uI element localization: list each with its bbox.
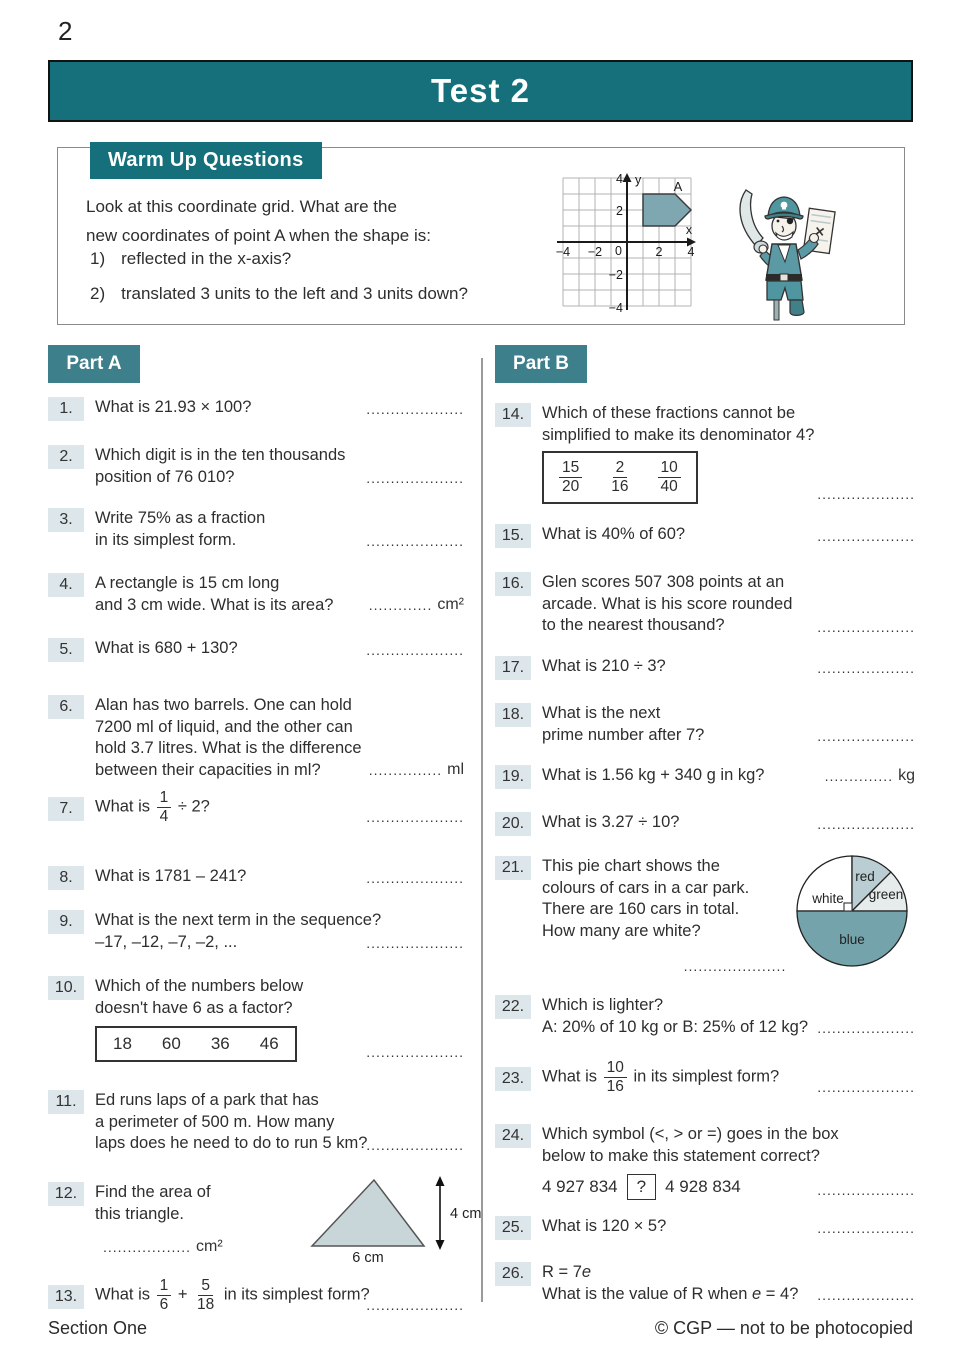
height-label: 4 cm [450,1206,482,1222]
slice-label: white [812,891,844,906]
question-text: What is 21.93 × 100? [95,398,252,416]
y-tick: −4 [608,301,623,315]
question-text: laps does he need to do to run 5 km? [95,1134,368,1152]
question-number: 9. [48,910,84,934]
footer-copyright: © CGP — not to be photocopied [654,1318,913,1338]
base-label: 6 cm [352,1250,384,1266]
y-tick: −2 [608,268,623,282]
question-number: 20. [495,812,531,836]
warmup-box [57,147,905,325]
column-divider [481,358,483,1302]
question-4 [48,573,464,616]
question-number: 18. [495,703,531,727]
question-19 [495,765,915,787]
test-title: Test 2 [431,72,530,109]
question-text: A: 20% of 10 kg or B: 25% of 12 kg? [542,1017,808,1036]
question-number: 14. [495,403,531,427]
answer-line: .................... [817,1020,915,1036]
question-text: hold 3.7 litres. What is the difference [95,739,362,757]
answer-line: .................... [817,659,915,676]
question-text: doesn't have 6 as a factor? [95,998,293,1017]
pirate-illustration [732,188,837,323]
answer-line: .............. kg [824,766,915,784]
answer-line: .................... [817,1181,915,1198]
question-text: What is the next term in the sequence? [95,911,382,929]
answer-line: .................... [817,618,915,635]
comparison-statement: 4 927 834 ? 4 928 834 [542,1174,915,1200]
question-text: this triangle. [95,1204,184,1223]
fraction: $\frac{5}{18}$ [197,1277,215,1313]
question-22 [495,995,915,1038]
question-18 [495,703,915,746]
warmup-item-1 [90,249,291,269]
question-number: 23. [495,1067,531,1091]
question-number: 13. [48,1285,84,1309]
answer-line: ..................... [683,958,787,974]
question-number: 15. [495,524,531,548]
question-text: –17, –12, –7, –2, ... [95,932,238,951]
question-text: What is $\frac{1}{4}$ ÷ 2? [95,789,210,825]
question-text: in its simplest form. [95,530,237,549]
triangle-figure-wrap [310,1174,486,1271]
y-tick: 4 [616,172,623,186]
question-6 [48,695,464,781]
answer-line: .................... [366,470,464,486]
question-text: What is 680 + 130? [95,639,238,657]
question-23 [495,1058,915,1097]
question-number: 6. [48,695,84,719]
question-number: 12. [48,1182,84,1206]
grid-arrow-shape [643,194,691,226]
point-a-label: A [673,179,683,194]
question-12 [48,1182,482,1266]
warmup-intro [86,192,431,250]
answer-line: ............... ml [368,761,464,778]
part-b-column [495,340,915,1322]
question-text: Which symbol (<, > or =) goes in the box [542,1125,839,1143]
question-text: R = 7e [542,1263,592,1281]
question-text: simplified to make its denominator 4? [542,425,815,444]
question-text: Ed runs laps of a park that has [95,1091,319,1109]
question-text: How many are white? [542,921,701,940]
warmup-item-text: translated 3 units to the left and 3 units down? [121,284,468,303]
x-tick: −4 [555,245,571,259]
question-number: 19. [495,765,531,789]
answer-line: .................... [366,1296,464,1313]
warmup-label: Warm Up Questions [90,142,322,179]
question-14 [495,403,915,504]
question-text: Alan has two barrels. One can hold [95,696,352,714]
question-text: Glen scores 507 308 points at an [542,573,785,591]
question-text: Find the area of [95,1183,211,1201]
fractions-box [542,451,698,504]
x-tick: −2 [587,245,603,259]
question-number: 22. [495,995,531,1019]
test-title-banner [48,60,913,122]
warmup-item-2 [90,284,468,304]
question-text: What is $\frac{1}{6}$ + $\frac{5}{18}$ in its simplest form? [95,1277,370,1313]
question-10 [48,976,464,1062]
question-text: What is the value of R when e = 4? [542,1284,799,1303]
answer-line: .................... [366,935,464,951]
answer-line: .................... [817,815,915,832]
part-a-badge: Part A [48,345,140,383]
question-24 [495,1124,915,1200]
answer-line: .................... [366,1136,464,1153]
question-26 [495,1262,915,1305]
question-number: 16. [495,572,531,596]
answer-line: .................... [817,728,915,744]
question-number: 11. [48,1090,84,1114]
warmup-intro-line: Look at this coordinate grid. What are the [86,197,397,216]
warmup-item-number: 2) [90,284,106,303]
question-text: below to make this statement correct? [542,1146,820,1165]
question-text: A rectangle is 15 cm long [95,574,280,592]
question-15 [495,524,915,546]
origin-label: 0 [615,244,622,258]
answer-line: .................... [817,1078,915,1095]
answer-line: .................... [366,1043,464,1060]
part-b-badge: Part B [495,345,587,383]
answer-line: .................... [366,808,464,825]
answer-line: .................... [817,527,915,544]
answer-line: .................. cm² [103,1238,223,1255]
question-number: 17. [495,656,531,680]
question-21 [495,856,915,974]
x-tick: 2 [655,245,663,259]
slice-label: green [868,887,904,902]
question-text: prime number after 7? [542,725,705,744]
question-number: 4. [48,573,84,597]
fraction: $\frac{10}{16}$ [604,1059,627,1096]
question-number: 21. [495,856,531,880]
question-8 [48,866,464,888]
part-a-column [48,340,482,1322]
symbol-box: ? [627,1174,656,1200]
question-text: Which digit is in the ten thousands [95,446,346,464]
question-text: There are 160 cars in total. [542,900,740,918]
answer-line: .................... [817,485,915,502]
coordinate-grid [545,172,703,322]
question-20 [495,812,915,834]
question-text: What is 1.56 kg + 340 g in kg? [542,766,765,784]
footer-section: Section One [48,1318,148,1338]
triangle-figure [310,1174,486,1266]
question-text: 7200 ml of liquid, and the other can [95,717,353,736]
fraction: $\frac{1}{4}$ [157,789,172,826]
y-tick: 2 [616,204,623,218]
question-number: 5. [48,638,84,662]
options-box: 18 60 36 46 [95,1026,297,1062]
question-text: What is 40% of 60? [542,525,686,543]
answer-line: ............. cm² [368,596,464,613]
question-17 [495,656,915,678]
question-text: between their capacities in ml? [95,760,321,779]
warmup-intro-line: new coordinates of point A when the shape is: [86,226,431,245]
right-angle-marker [844,903,852,911]
question-text: This pie chart shows the [542,857,720,875]
fraction: $\frac{1}{6}$ [157,1277,172,1314]
page-footer [48,1318,913,1339]
question-number: 26. [495,1262,531,1286]
question-number: 24. [495,1124,531,1148]
question-text: Write 75% as a fraction [95,509,266,527]
answer-line: .................... [366,641,464,658]
question-text: Which of the numbers below [95,977,304,995]
question-number: 1. [48,397,84,421]
fraction: $\frac{10}{40}$ [658,459,681,496]
question-number: 7. [48,797,84,821]
answer-line: .................... [366,869,464,886]
question-text: What is 210 ÷ 3? [542,657,666,675]
question-text: a perimeter of 500 m. How many [95,1112,335,1131]
slice-label: blue [839,932,865,947]
slice-label: red [855,869,875,884]
question-text: to the nearest thousand? [542,616,725,634]
x-axis-label: x [685,223,693,237]
question-number: 8. [48,866,84,890]
question-text: and 3 cm wide. What is its area? [95,595,334,614]
question-text: What is the next [542,704,661,722]
question-number: 25. [495,1216,531,1240]
y-axis-label: y [635,173,642,187]
question-5 [48,638,464,660]
answer-line: .................... [366,400,464,417]
question-number: 2. [48,445,84,469]
question-text: What is 120 × 5? [542,1217,667,1235]
question-number: 10. [48,976,84,1000]
question-3 [48,508,464,551]
pie-chart-figure [795,854,909,968]
question-text: position of 76 010? [95,467,235,486]
question-25 [495,1216,915,1238]
question-text: Which of these fractions cannot be [542,404,796,422]
question-text: What is 1781 – 241? [95,867,247,885]
answer-line: .................... [817,1219,915,1236]
page-number: 2 [58,16,73,46]
question-text: What is $\frac{10}{16}$ in its simplest form? [542,1059,780,1095]
pie-figure-wrap [795,854,909,973]
x-tick: 4 [687,245,695,259]
question-number: 3. [48,508,84,532]
question-13 [48,1276,464,1315]
question-7 [48,788,464,827]
fraction: $\frac{2}{16}$ [611,459,629,495]
sword-icon [740,190,763,246]
question-text: Which is lighter? [542,996,664,1014]
skull-icon [781,202,788,209]
answer-line: .................... [817,1287,915,1303]
peg-leg [774,300,779,320]
warmup-item-text: reflected in the x-axis? [121,249,292,268]
question-9 [48,910,464,953]
question-text: arcade. What is his score rounded [542,594,793,613]
warmup-item-number: 1) [90,249,106,268]
fraction: $\frac{15}{20}$ [559,459,582,496]
question-2 [48,445,464,488]
question-text: What is 3.27 ÷ 10? [542,813,680,831]
question-11 [48,1090,464,1155]
answer-line: .................... [366,533,464,549]
question-1 [48,397,464,419]
question-text: colours of cars in a car park. [542,878,750,897]
question-16 [495,572,915,637]
